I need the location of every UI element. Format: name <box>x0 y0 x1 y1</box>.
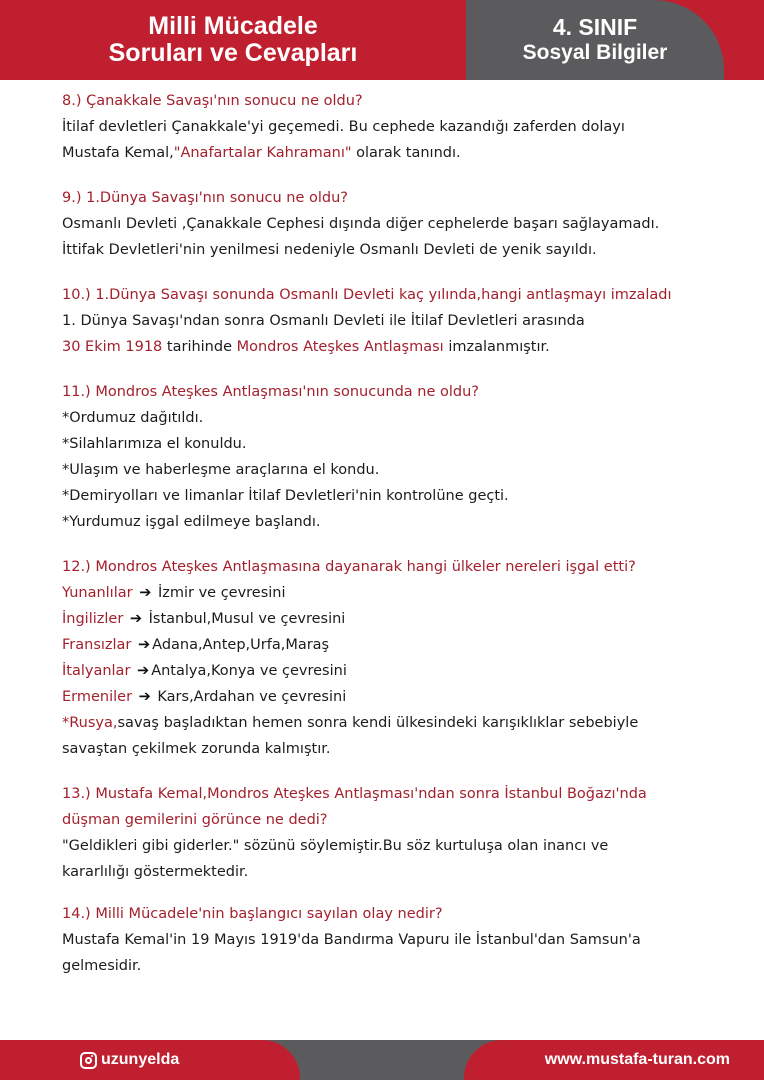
places: Adana,Antep,Urfa,Maraş <box>152 637 330 653</box>
answer-line: *Demiryolları ve limanlar İtilaf Devletleri'nin kontrolüne geçti. <box>62 488 509 504</box>
question: 12.) Mondros Ateşkes Antlaşmasına dayanarak hangi ülkeler nereleri işgal etti? <box>62 559 636 575</box>
question: düşman gemilerini görünce ne dedi? <box>62 812 328 828</box>
country: Ermeniler <box>62 689 133 705</box>
answer-line: kararlılığı göstermektedir. <box>62 864 249 880</box>
answer-line: savaştan çekilmek zorunda kalmıştır. <box>62 741 331 757</box>
arrow-right-icon: ➔ <box>137 663 150 679</box>
answer-line <box>62 334 712 360</box>
header-title <box>0 0 466 80</box>
website-link[interactable]: www.mustafa-turan.com <box>544 1051 730 1068</box>
qa-item-8 <box>62 88 712 166</box>
places: Antalya,Konya ve çevresini <box>151 663 347 679</box>
arrow-right-icon: ➔ <box>138 637 151 653</box>
arrow-right-icon: ➔ <box>139 585 152 601</box>
answer-line: İtilaf devletleri Çanakkale'yi geçemedi. Bu cephede kazandığı zaferden dolayı <box>62 119 625 135</box>
question: 11.) Mondros Ateşkes Antlaşması'nın sonucunda ne oldu? <box>62 384 479 400</box>
answer-line: Osmanlı Devleti ,Çanakkale Cephesi dışında diğer cephelerde başarı sağlayamadı. <box>62 216 660 232</box>
header-grade-box <box>466 0 724 80</box>
country: İngilizler <box>62 611 124 627</box>
answer-line: *Ordumuz dağıtıldı. <box>62 410 204 426</box>
answer-text: Mustafa Kemal, <box>62 145 174 161</box>
occupation-row <box>62 658 712 684</box>
highlight-text: "Anafartalar Kahramanı" <box>173 145 352 161</box>
qa-item-9 <box>62 185 712 263</box>
answer-line: *Ulaşım ve haberleşme araçlarına el kondu. <box>62 462 380 478</box>
country: İtalyanlar <box>62 663 131 679</box>
qa-item-14 <box>62 901 712 979</box>
highlight-treaty: Mondros Ateşkes Antlaşması <box>236 339 444 355</box>
answer-line: *Silahlarımıza el konuldu. <box>62 436 247 452</box>
arrow-right-icon: ➔ <box>138 689 151 705</box>
question: 13.) Mustafa Kemal,Mondros Ateşkes Antlaşması'ndan sonra İstanbul Boğazı'nda <box>62 786 647 802</box>
instagram-handle[interactable] <box>80 1051 179 1069</box>
answer-line: Mustafa Kemal'in 19 Mayıs 1919'da Bandırma Vapuru ile İstanbul'dan Samsun'a <box>62 932 641 948</box>
answer-line: İttifak Devletleri'nin yenilmesi nedeniyle Osmanlı Devleti de yenik sayıldı. <box>62 242 597 258</box>
highlight-russia: *Rusya, <box>62 715 118 731</box>
answer-text: tarihinde <box>162 339 237 355</box>
qa-item-12 <box>62 554 712 762</box>
qa-content <box>62 88 712 998</box>
subject-label: Sosyal Bilgiler <box>522 41 668 64</box>
answer-text: imzalanmıştır. <box>443 339 550 355</box>
qa-item-11 <box>62 379 712 535</box>
arrow-right-icon: ➔ <box>129 611 143 627</box>
country: Yunanlılar <box>62 585 133 601</box>
occupation-row <box>62 632 712 658</box>
places: İzmir ve çevresini <box>157 585 286 601</box>
question: 9.) 1.Dünya Savaşı'nın sonucu ne oldu? <box>62 190 348 206</box>
question: 8.) Çanakkale Savaşı'nın sonucu ne oldu? <box>62 93 363 109</box>
places: İstanbul,Musul ve çevresini <box>148 611 346 627</box>
question: 14.) Milli Mücadele'nin başlangıcı sayılan olay nedir? <box>62 906 443 922</box>
answer-line <box>62 140 712 166</box>
highlight-date: 30 Ekim 1918 <box>62 339 163 355</box>
answer-line <box>62 710 712 736</box>
answer-line: 1. Dünya Savaşı'ndan sonra Osmanlı Devleti ile İtilaf Devletleri arasında <box>62 313 585 329</box>
title-line-2: Soruları ve Cevapları <box>108 39 358 67</box>
footer <box>0 1040 764 1080</box>
answer-text: olarak tanındı. <box>351 145 461 161</box>
answer-line: "Geldikleri gibi giderler." sözünü söylemiştir.Bu söz kurtuluşa olan inancı ve <box>62 838 609 854</box>
occupation-row <box>62 606 712 632</box>
instagram-text: uzunyelda <box>101 1051 180 1068</box>
answer-line: gelmesidir. <box>62 958 142 974</box>
question: 10.) 1.Dünya Savaşı sonunda Osmanlı Devleti kaç yılında,hangi antlaşmayı imzaladı <box>62 287 672 303</box>
country: Fransızlar <box>62 637 132 653</box>
answer-text: savaş başladıktan hemen sonra kendi ülkesindeki karışıklıklar sebebiyle <box>117 715 639 731</box>
instagram-icon <box>80 1052 97 1069</box>
qa-item-10 <box>62 282 712 360</box>
footer-right <box>464 1040 764 1080</box>
occupation-row <box>62 684 712 710</box>
places: Kars,Ardahan ve çevresini <box>157 689 347 705</box>
occupation-row <box>62 580 712 606</box>
answer-line: *Yurdumuz işgal edilmeye başlandı. <box>62 514 321 530</box>
title-line-1: Milli Mücadele <box>148 12 318 40</box>
grade-label: 4. SINIF <box>552 14 638 40</box>
footer-left <box>0 1040 300 1080</box>
qa-item-13 <box>62 781 712 885</box>
